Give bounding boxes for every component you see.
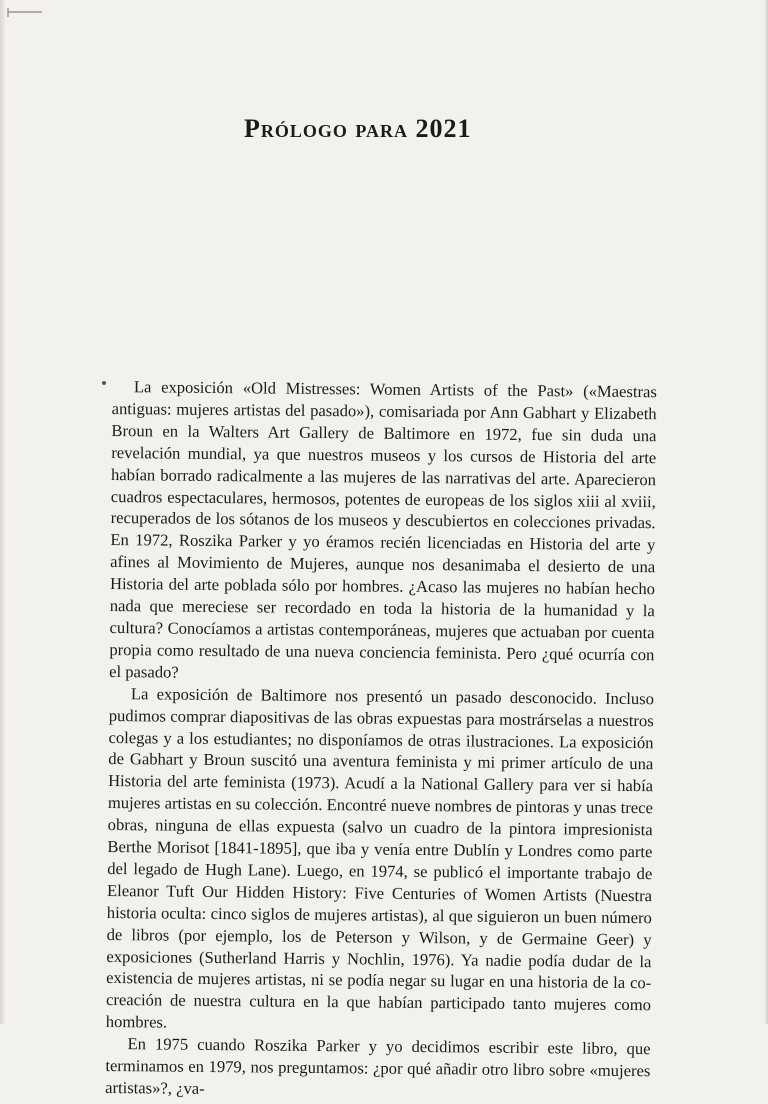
body-text: [105, 376, 657, 1104]
paragraph-3: En 1975 cuando Roszika Parker y yo decidimos escribir este libro, que terminamos en 1979, nos preguntamos: ¿por qué añadir otro libro sobre «mujeres artistas»?, ¿va-: [105, 1034, 651, 1098]
scan-speck: [102, 381, 106, 385]
paragraph-1: La exposición «Old Mistresses: Women Artists of the Past» («Maestras antiguas: mujeres artistas del pasado»), comisariada por Ann Gabhart y Elizabeth Broun en la Walters Art Gallery de Baltimore en 1972, fue sin duda una revelación mundial, ya que nuestros museos y los cursos de Historia del arte habían borrado radicalmente a las mujeres de las narrativas del arte. Aparecieron cuadros espectaculares, hermosos, potentes de europeas de los siglos xiii al xviii, recuperados de los sótanos de los museos y descubiertos en colecciones privadas. En 1972, Roszika Parker y yo éramos recién licenciadas en Historia del arte y afines al Movimiento de Mujeres, aunque nos desanimaba el desierto de una Historia del arte poblada sólo por hombres. ¿Acaso las mujeres no habían hecho nada que mereciese ser recordado en toda la historia de la humanidad y la cultura? Conocíamos a artistas contemporáneas, mujeres que actuaban por cuenta propia como resultado de una nueva conciencia feminista. Pero ¿qué ocurría con el pasado?: [109, 377, 657, 682]
scan-edge-right: [764, 0, 768, 1024]
scan-corner-mark: [6, 6, 44, 18]
scan-edge-left: [0, 0, 6, 1024]
paragraph-2: La exposición de Baltimore nos presentó un pasado desconocido. Incluso pudimos comprar diapositivas de las obras expuestas para mostrárselas a nuestros colegas y a los estudiantes; no disponíamos de otras ilustraciones. La exposición de Gabhart y Broun suscitó una aventura feminista y mi primer artículo de una Historia del arte feminista (1973). Acudí a la National Gallery para ver si había mujeres artistas en su colección. Encontré nueve nombres de pintoras y unas trece obras, ninguna de ellas expuesta (salvo un cuadro de la pintora impresionista Berthe Morisot [1841-1895], que iba y venía entre Dublín y Londres como parte del legado de Hugh Lane). Luego, en 1974, se publicó el importante trabajo de Eleanor Tuft Our Hidden History: Five Centuries of Women Artists (Nuestra historia oculta: cinco siglos de mujeres artistas), al que siguieron un buen número de libros (por ejemplo, los de Peterson y Wilson, y de Germaine Geer) y exposiciones (Sutherland Harris y Nochlin, 1976). Ya nadie podía dudar de la existencia de mujeres artistas, ni se podía negar su lugar en una historia de la co-creación de nuestra cultura en la que habían participado tanto mujeres como hombres.: [105, 683, 655, 1032]
chapter-title: Prólogo para 2021: [244, 114, 472, 144]
